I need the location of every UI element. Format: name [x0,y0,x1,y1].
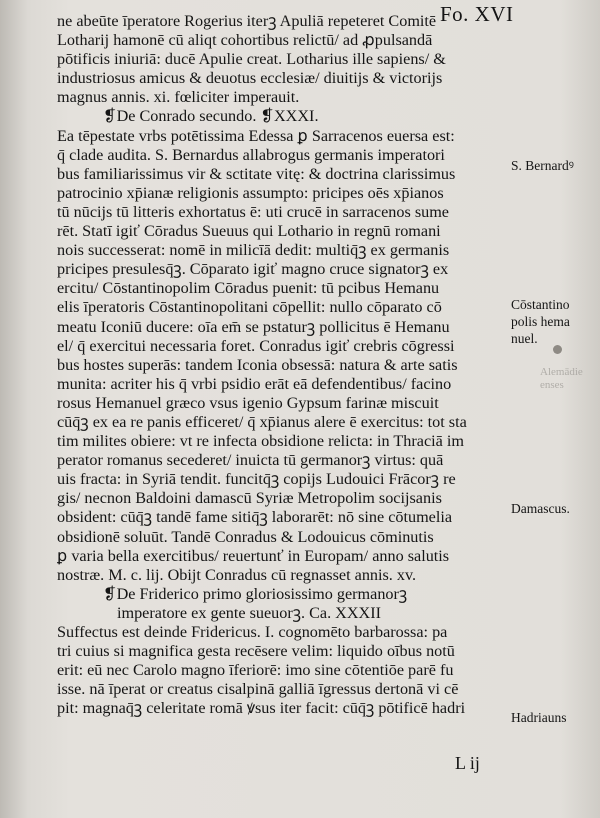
text-line: tri cuius si magnifica gesta recēsere velim: liquido oībus notū [57,642,455,661]
margin-note-constantinopolis-3: nuel. [511,331,538,346]
text-line: perator romanus secederet/ inuicta tū germanorꝫ virtus: quā [57,451,444,470]
text-line: el/ q̄ exercitui necessaria foret. Conradus igiť crebris cōgressi [57,336,455,355]
text-line: pōtificis iniuriā: ducē Apulie creat. Lotharius ille sapiens/ & [57,50,446,69]
text-line: bus hostes superās: tandem Iconia obsessā: natura & arte satis [57,355,458,374]
text-line: cūq̄ꝫ ex ea re panis efficeret/ q̄ xp̄ianus alere ē exercitus: tot sta [57,412,467,431]
text-line: isse. nā īperat or creatus cisalpinā galliā īgressus dertonā vi cē [57,680,459,699]
text-line: pricipes presulesq̄ꝫ. Cōparato igiť magno cruce signatorꝫ ex [57,260,449,279]
text-line: pit: magnaq̄ꝫ celeritate romā ꝟsus iter facit: cūq̄ꝫ pōtificē hadri [57,699,466,718]
margin-note-hadrian: Hadriauns [511,710,567,725]
text-line: tim milites obiere: vt re infecta obsidione relicta: in Thraciā im [57,432,464,451]
bleed-through-text-1: Alemādie [540,366,583,378]
text-line: Ea tēpestate vrbs potētissima Edessa ꝑ Sarracenos euersa est: [57,126,455,145]
body-text [57,12,507,718]
text-line: patrocinio xp̄ianæ religionis assumpto: pricipes oēs xp̄ianos [57,183,444,202]
text-line: rosus Hemanuel græco vsus igenio Gypsum farinæ miscuit [57,393,439,412]
folio-number: Fo. XVI [440,2,514,26]
text-line: elis īperatoris Cōstantinopolitani cōpellit: nullo cōparato cō [57,298,442,317]
text-line: ne abeūte īperatore Rogerius iterꝫ Apuliā repeteret Comitē [57,12,437,30]
margin-note-damascus: Damascus. [511,501,570,516]
margin-note-constantinopolis-2: polis hema [511,314,570,329]
chapter-heading-conrad: ❡De Conrado secundo. ❡XXXI. [103,107,319,126]
chapter-heading-friderico: ❡De Friderico primo gloriosissimo germanorꝫ [103,584,408,603]
text-line: obsident: cūq̄ꝫ tandē fame sitiq̄ꝫ laborarēt: nō sine cōtumelia [57,508,453,527]
text-line: erit: eū nec Carolo magno īferiorē: imo sine cōtentiōe parē fu [57,661,454,680]
signature-mark: L ij [455,753,480,773]
text-line: ercitu/ Cōstantinopolim Cōradus puenit: tū pcibus Hemanu [57,279,440,298]
text-line: tū nūcijs tū litteris exhortatus ē: uti crucē in sarracenos sume [57,202,449,221]
text-line: Lotharij hamonē cū aliqt cohortibus relictū/ ad ꝓpulsandā [57,31,433,50]
text-line: magnus annis. xi. fœliciter imperauit. [57,88,300,107]
ink-stain [553,345,562,354]
text-line: nois successerat: nomē in milicīā dedit: multiq̄ꝫ ex germanis [57,241,450,260]
text-line: ꝑ varia bella exercitibus/ reuertunť in Europam/ anno salutis [57,546,450,565]
text-line: uis fracta: in Syriā tendit. funcitq̄ꝫ copijs Ludouici Frācorꝫ re [57,470,456,489]
bleed-through-text-2: enses [540,379,564,391]
text-line: meatu Iconiū ducere: oīa em̄ se pstaturꝫ pollicitus ē Hemanu [57,317,450,336]
text-line: gis/ necnon Baldoini damascū Syriæ Metropolim socijsanis [57,489,442,508]
text-line: bus familiarissimus vir & sctitate vitę: & doctrina clarissimus [57,164,456,183]
margin-note-constantinopolis-1: Cōstantino [511,297,570,312]
margin-note-bernard: S. Bernardꝰ [511,158,574,173]
text-line: obsidionē soluūt. Tandē Conradus & Lodouicus cōminutis [57,527,434,546]
text-line: industriosus amicus & deuotus ecclesiæ/ diuitijs & victorijs [57,69,443,88]
chapter-heading-friderico-cont: imperatore ex gente sueuorꝫ. Ca. XXXII [117,603,382,622]
text-line: Suffectus est deinde Fridericus. I. cognomēto barbarossa: pa [57,623,448,641]
text-line: rēt. Statī igiť Cōradus Sueuus qui Lothario in regnū romani [57,222,441,241]
text-line: q̄ clade audita. S. Bernardus allabrogus germanis imperatori [57,145,445,164]
text-line: nostræ. M. c. lij. Obijt Conradus cū regnasset annis. xv. [57,565,417,584]
text-line: munita: acriter his q̄ vrbi psidio erāt eā defendentibus/ facino [57,374,452,393]
